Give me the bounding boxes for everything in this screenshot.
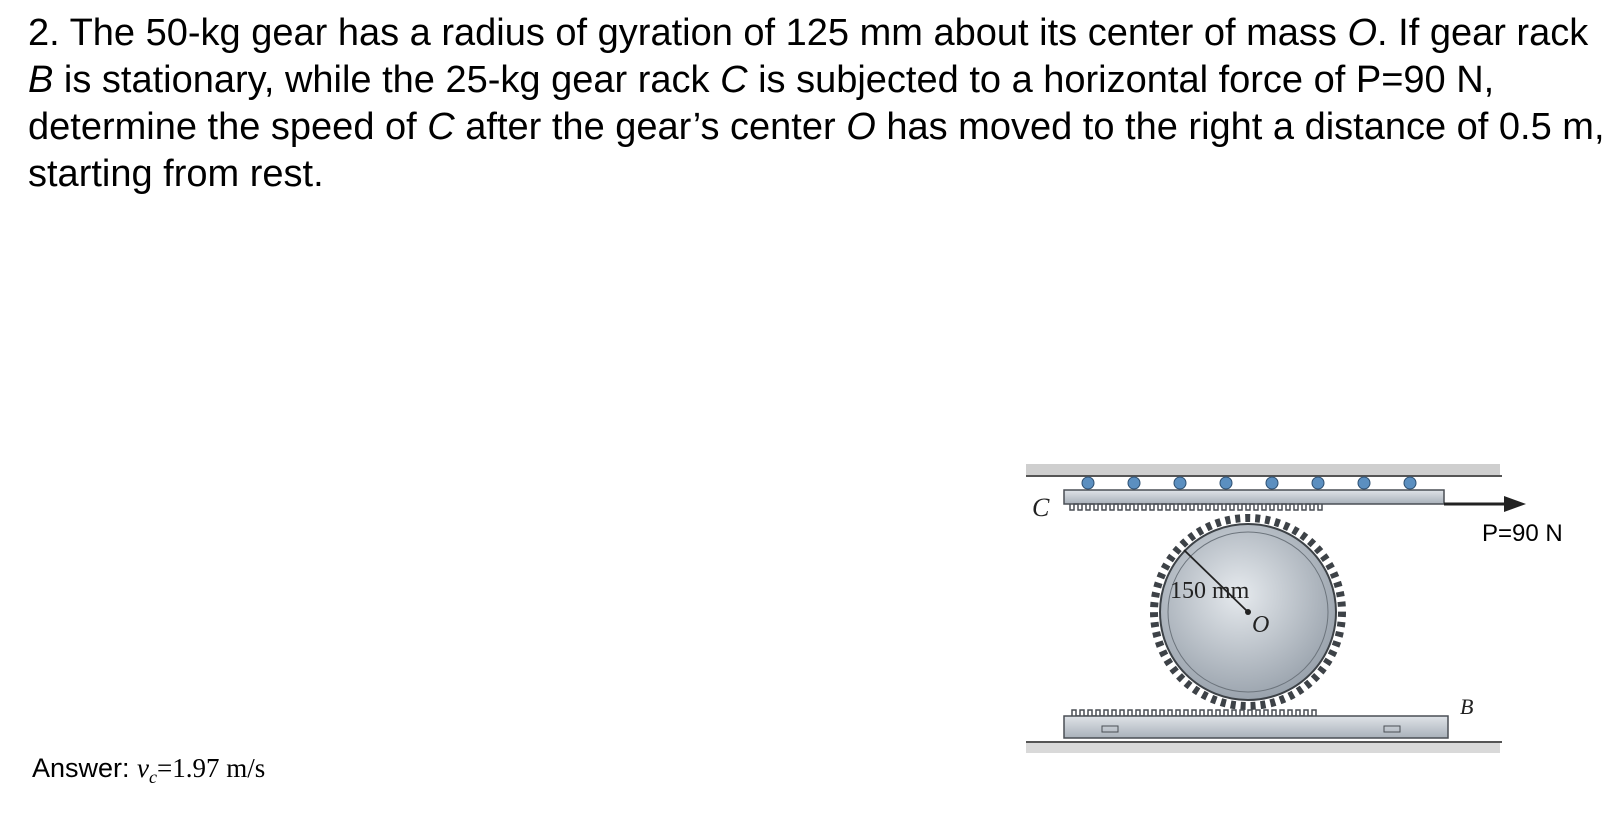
variable-O: O	[1347, 12, 1378, 54]
answer-value: =1.97 m/s	[157, 753, 266, 783]
problem-text: The 50-kg gear has a radius of gyration of 125 mm about its center of mass	[69, 12, 1348, 54]
rack-C-teeth	[1070, 504, 1322, 510]
roller	[1358, 477, 1370, 489]
variable-C: C	[720, 59, 748, 101]
answer-variable: v	[137, 753, 150, 783]
problem-text: after the gear’s center	[454, 106, 847, 148]
radius-label: 150 mm	[1170, 578, 1250, 604]
variable-B: B	[28, 59, 54, 101]
gear-center-label: O	[1252, 612, 1270, 638]
roller	[1220, 477, 1232, 489]
answer-line	[32, 750, 265, 795]
rack-C-body	[1064, 490, 1444, 504]
problem-number: 2.	[28, 12, 60, 54]
roller	[1266, 477, 1278, 489]
roller	[1082, 477, 1094, 489]
problem-text: is subjected to a horizontal force of P=90 N, determine the speed of	[28, 59, 1495, 148]
rack-B-body	[1064, 716, 1448, 738]
answer-math	[137, 753, 266, 787]
gear-center-point	[1245, 609, 1251, 615]
roller	[1312, 477, 1324, 489]
top-ground-surface	[1026, 464, 1500, 476]
answer-label: Answer:	[32, 753, 138, 783]
rack-B-label: B	[1460, 694, 1474, 719]
problem-text: is stationary, while the 25-kg gear rack	[53, 59, 721, 101]
force-label: P=90 N	[1482, 520, 1563, 547]
problem-statement	[28, 10, 1608, 198]
rollers	[1082, 477, 1416, 489]
rack-C-label: C	[1032, 493, 1050, 522]
variable-O: O	[846, 106, 876, 148]
problem-text: has moved to the right a distance of 0.5 m, starting from rest.	[28, 106, 1605, 195]
rack-B-teeth	[1072, 710, 1316, 716]
roller	[1404, 477, 1416, 489]
figure-drawing	[1020, 458, 1620, 816]
answer-subscript: c	[149, 767, 158, 787]
gear-rack-figure	[1020, 458, 1620, 816]
variable-C: C	[427, 106, 455, 148]
roller	[1128, 477, 1140, 489]
problem-text: . If gear rack	[1377, 12, 1589, 54]
force-arrow-head	[1504, 496, 1526, 512]
bottom-ground-surface	[1026, 743, 1500, 753]
roller	[1174, 477, 1186, 489]
